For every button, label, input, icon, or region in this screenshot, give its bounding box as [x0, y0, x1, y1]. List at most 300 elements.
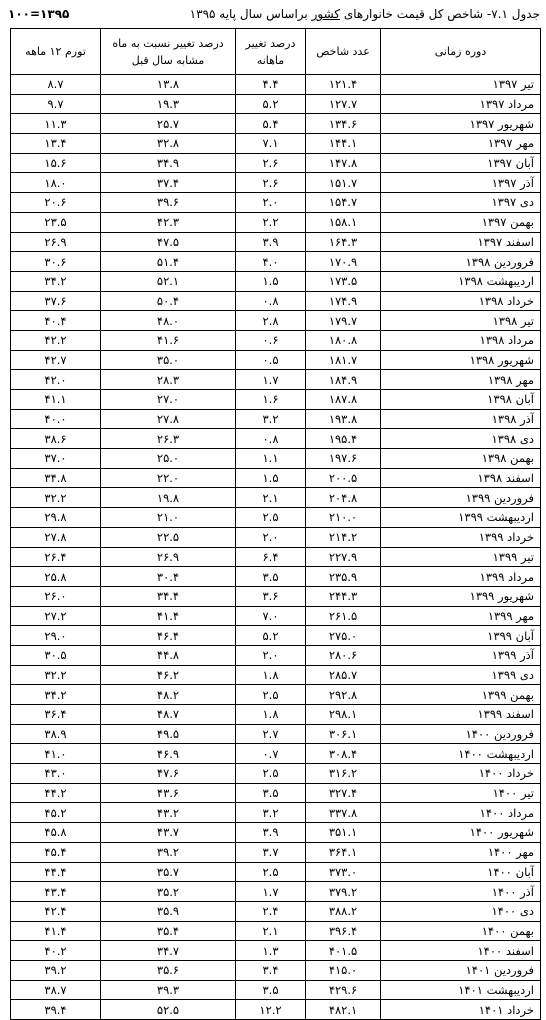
cell-period: خرداد ۱۳۹۹: [381, 527, 541, 547]
cell-period: فروردین ۱۴۰۰: [381, 724, 541, 744]
cell-yoy-change: ۴۲.۳: [101, 212, 236, 232]
table-row: [11, 232, 541, 252]
cell-inflation-12m: ۴۵.۲: [11, 803, 101, 823]
cell-yoy-change: ۴۹.۵: [101, 724, 236, 744]
cell-inflation-12m: ۱۱.۳: [11, 114, 101, 134]
cell-monthly-change: ۲.۶: [236, 153, 306, 173]
cell-index: ۱۷۴.۹: [306, 291, 381, 311]
cell-inflation-12m: ۴۵.۴: [11, 842, 101, 862]
cell-period: بهمن ۱۳۹۷: [381, 212, 541, 232]
table-row: [11, 626, 541, 646]
cell-inflation-12m: ۴۳.۰: [11, 764, 101, 784]
cell-index: ۱۵۴.۷: [306, 193, 381, 213]
cell-yoy-change: ۳۴.۷: [101, 941, 236, 961]
cell-inflation-12m: ۳۷.۶: [11, 291, 101, 311]
cell-index: ۲۰۰.۵: [306, 468, 381, 488]
cell-monthly-change: ۲.۰: [236, 527, 306, 547]
cell-monthly-change: ۲.۰: [236, 645, 306, 665]
cell-period: آذر ۱۳۹۸: [381, 409, 541, 429]
cell-yoy-change: ۳۹.۳: [101, 980, 236, 1000]
cell-period: تیر ۱۳۹۹: [381, 547, 541, 567]
cell-yoy-change: ۲۲.۵: [101, 527, 236, 547]
cell-index: ۲۰۴.۸: [306, 488, 381, 508]
cell-inflation-12m: ۱۵.۶: [11, 153, 101, 173]
cell-period: اردیبهشت ۱۳۹۹: [381, 508, 541, 528]
cell-inflation-12m: ۴۲.۲: [11, 330, 101, 350]
cell-monthly-change: ۱.۳: [236, 941, 306, 961]
cell-inflation-12m: ۳۸.۹: [11, 724, 101, 744]
cell-yoy-change: ۴۷.۶: [101, 764, 236, 784]
cell-index: ۱۲۱.۴: [306, 75, 381, 95]
table-row: [11, 803, 541, 823]
cell-period: آذر ۱۳۹۹: [381, 645, 541, 665]
cell-monthly-change: ۰.۸: [236, 291, 306, 311]
cell-index: ۲۳۵.۹: [306, 567, 381, 587]
cell-index: ۱۳۴.۶: [306, 114, 381, 134]
cell-inflation-12m: ۲۵.۸: [11, 567, 101, 587]
cell-period: آبان ۱۴۰۰: [381, 862, 541, 882]
cell-index: ۳۳۷.۸: [306, 803, 381, 823]
cell-yoy-change: ۵۱.۴: [101, 252, 236, 272]
header-index: عدد شاخص: [306, 29, 381, 75]
cell-period: آبان ۱۳۹۷: [381, 153, 541, 173]
cell-yoy-change: ۴۳.۷: [101, 823, 236, 843]
cell-inflation-12m: ۲۹.۰: [11, 626, 101, 646]
cell-index: ۲۸۵.۷: [306, 665, 381, 685]
cell-monthly-change: ۱.۷: [236, 370, 306, 390]
cell-monthly-change: ۱.۷: [236, 882, 306, 902]
cell-yoy-change: ۵۰.۴: [101, 291, 236, 311]
table-row: [11, 252, 541, 272]
cell-yoy-change: ۴۸.۲: [101, 685, 236, 705]
cell-period: اردیبهشت ۱۳۹۸: [381, 271, 541, 291]
cell-period: مهر ۱۳۹۸: [381, 370, 541, 390]
cell-monthly-change: ۷.۰: [236, 606, 306, 626]
cell-monthly-change: ۲.۵: [236, 508, 306, 528]
cell-period: دی ۱۳۹۸: [381, 429, 541, 449]
cell-period: آذر ۱۴۰۰: [381, 882, 541, 902]
cell-yoy-change: ۴۸.۷: [101, 705, 236, 725]
cell-period: اسفند ۱۳۹۸: [381, 468, 541, 488]
cell-inflation-12m: ۲۷.۲: [11, 606, 101, 626]
cell-inflation-12m: ۹.۷: [11, 94, 101, 114]
cell-inflation-12m: ۲۹.۸: [11, 508, 101, 528]
table-row: [11, 764, 541, 784]
cell-inflation-12m: ۴۱.۴: [11, 921, 101, 941]
cell-period: آذر ۱۳۹۷: [381, 173, 541, 193]
cell-inflation-12m: ۴۲.۷: [11, 350, 101, 370]
cell-period: آبان ۱۳۹۸: [381, 390, 541, 410]
cell-monthly-change: ۲.۶: [236, 173, 306, 193]
cell-yoy-change: ۵۲.۵: [101, 1000, 236, 1020]
cell-period: مهر ۱۳۹۷: [381, 134, 541, 154]
title-suffix: براساس سال پایه ۱۳۹۵: [189, 7, 312, 21]
cell-yoy-change: ۳۹.۲: [101, 842, 236, 862]
cell-inflation-12m: ۱۳.۴: [11, 134, 101, 154]
cell-index: ۱۴۷.۸: [306, 153, 381, 173]
cell-monthly-change: ۳.۵: [236, 980, 306, 1000]
cell-yoy-change: ۴۳.۶: [101, 783, 236, 803]
table-row: [11, 114, 541, 134]
cell-yoy-change: ۲۶.۹: [101, 547, 236, 567]
cell-period: دی ۱۴۰۰: [381, 901, 541, 921]
table-row: [11, 212, 541, 232]
cell-index: ۲۹۸.۱: [306, 705, 381, 725]
cell-monthly-change: ۳.۹: [236, 232, 306, 252]
cell-period: مرداد ۱۴۰۰: [381, 803, 541, 823]
table-row: [11, 842, 541, 862]
cell-period: خرداد ۱۴۰۰: [381, 764, 541, 784]
cell-period: تیر ۱۴۰۰: [381, 783, 541, 803]
table-row: [11, 75, 541, 95]
cell-monthly-change: ۱.۱: [236, 449, 306, 469]
cell-monthly-change: ۳.۵: [236, 783, 306, 803]
table-title: [190, 7, 540, 21]
table-body: [11, 75, 541, 1020]
cell-monthly-change: ۲.۸: [236, 311, 306, 331]
cell-inflation-12m: ۴۵.۸: [11, 823, 101, 843]
cell-inflation-12m: ۲۶.۹: [11, 232, 101, 252]
cell-index: ۱۷۹.۷: [306, 311, 381, 331]
table-row: [11, 488, 541, 508]
cell-yoy-change: ۳۵.۹: [101, 901, 236, 921]
cell-inflation-12m: ۳۲.۲: [11, 665, 101, 685]
cell-index: ۱۶۴.۳: [306, 232, 381, 252]
cell-index: ۱۷۰.۹: [306, 252, 381, 272]
table-caption: [0, 0, 546, 28]
cell-monthly-change: ۲.۷: [236, 724, 306, 744]
table-row: [11, 193, 541, 213]
cell-index: ۲۸۰.۶: [306, 645, 381, 665]
cell-monthly-change: ۷.۱: [236, 134, 306, 154]
cell-index: ۱۹۵.۴: [306, 429, 381, 449]
cell-index: ۲۹۲.۸: [306, 685, 381, 705]
cell-index: ۳۹۶.۴: [306, 921, 381, 941]
cell-inflation-12m: ۲۷.۸: [11, 527, 101, 547]
cell-index: ۲۱۰.۰: [306, 508, 381, 528]
cell-inflation-12m: ۴۰.۲: [11, 941, 101, 961]
cell-yoy-change: ۲۲.۰: [101, 468, 236, 488]
table-row: [11, 134, 541, 154]
cell-monthly-change: ۲.۱: [236, 921, 306, 941]
cell-period: دی ۱۳۹۷: [381, 193, 541, 213]
cell-monthly-change: ۲.۰: [236, 193, 306, 213]
header-period: دوره زمانی: [381, 29, 541, 75]
cell-yoy-change: ۴۱.۴: [101, 606, 236, 626]
table-row: [11, 271, 541, 291]
cell-inflation-12m: ۲۳.۵: [11, 212, 101, 232]
cpi-table: [10, 28, 541, 1020]
cell-monthly-change: ۴.۰: [236, 252, 306, 272]
cell-yoy-change: ۱۹.۸: [101, 488, 236, 508]
cell-period: مهر ۱۴۰۰: [381, 842, 541, 862]
table-row: [11, 508, 541, 528]
table-row: [11, 744, 541, 764]
cell-monthly-change: ۲.۴: [236, 901, 306, 921]
cell-inflation-12m: ۲۶.۰: [11, 586, 101, 606]
cell-index: ۲۷۵.۰: [306, 626, 381, 646]
cell-yoy-change: ۲۵.۰: [101, 449, 236, 469]
table-row: [11, 370, 541, 390]
cell-yoy-change: ۳۵.۲: [101, 882, 236, 902]
cell-yoy-change: ۲۷.۰: [101, 390, 236, 410]
cell-yoy-change: ۴۶.۹: [101, 744, 236, 764]
cell-monthly-change: ۱.۸: [236, 665, 306, 685]
cell-inflation-12m: ۴۴.۴: [11, 862, 101, 882]
table-row: [11, 783, 541, 803]
cell-index: ۳۰۸.۴: [306, 744, 381, 764]
cell-monthly-change: ۲.۱: [236, 488, 306, 508]
cell-monthly-change: ۲.۵: [236, 764, 306, 784]
table-row: [11, 468, 541, 488]
cell-yoy-change: ۳۰.۴: [101, 567, 236, 587]
table-row: [11, 94, 541, 114]
cell-inflation-12m: ۴۰.۰: [11, 409, 101, 429]
cell-index: ۳۸۸.۲: [306, 901, 381, 921]
cell-yoy-change: ۳۵.۰: [101, 350, 236, 370]
cell-period: اسفند ۱۳۹۹: [381, 705, 541, 725]
table-row: [11, 586, 541, 606]
cell-inflation-12m: ۲۶.۴: [11, 547, 101, 567]
table-row: [11, 153, 541, 173]
cell-monthly-change: ۳.۷: [236, 842, 306, 862]
title-underlined-word: کشور: [311, 7, 340, 21]
table-row: [11, 1000, 541, 1020]
base-year-label: ۱۳۹۵=۱۰۰: [8, 7, 70, 21]
cell-monthly-change: ۳.۶: [236, 586, 306, 606]
cell-period: اردیبهشت ۱۴۰۰: [381, 744, 541, 764]
cell-period: خرداد ۱۴۰۱: [381, 1000, 541, 1020]
cell-period: فروردین ۱۴۰۱: [381, 960, 541, 980]
cell-yoy-change: ۳۵.۴: [101, 921, 236, 941]
cell-index: ۱۹۳.۸: [306, 409, 381, 429]
cell-inflation-12m: ۴۳.۴: [11, 882, 101, 902]
cell-inflation-12m: ۳۶.۴: [11, 705, 101, 725]
cell-period: بهمن ۱۳۹۹: [381, 685, 541, 705]
cell-inflation-12m: ۳۸.۷: [11, 980, 101, 1000]
cell-monthly-change: ۲.۵: [236, 862, 306, 882]
cell-yoy-change: ۳۴.۹: [101, 153, 236, 173]
cell-period: شهریور ۱۳۹۹: [381, 586, 541, 606]
table-row: [11, 409, 541, 429]
table-row: [11, 823, 541, 843]
cell-period: مهر ۱۳۹۹: [381, 606, 541, 626]
cell-monthly-change: ۵.۲: [236, 94, 306, 114]
cell-inflation-12m: ۲۰.۶: [11, 193, 101, 213]
header-monthly-change: [236, 29, 306, 75]
cell-monthly-change: ۳.۹: [236, 823, 306, 843]
cell-monthly-change: ۱.۵: [236, 271, 306, 291]
cell-index: ۳۱۶.۲: [306, 764, 381, 784]
table-row: [11, 330, 541, 350]
table-row: [11, 567, 541, 587]
cell-yoy-change: ۴۱.۶: [101, 330, 236, 350]
header-yoy-change-line1: درصد تغییر نسبت به ماه: [112, 36, 224, 50]
cell-inflation-12m: ۴۱.۱: [11, 390, 101, 410]
cell-period: تیر ۱۳۹۷: [381, 75, 541, 95]
cell-inflation-12m: ۳۰.۶: [11, 252, 101, 272]
cell-monthly-change: ۰.۸: [236, 429, 306, 449]
cell-inflation-12m: ۸.۷: [11, 75, 101, 95]
cell-index: ۱۸۰.۸: [306, 330, 381, 350]
cell-index: ۱۹۷.۶: [306, 449, 381, 469]
cell-yoy-change: ۳۴.۴: [101, 586, 236, 606]
cell-index: ۱۸۱.۷: [306, 350, 381, 370]
cell-monthly-change: ۱۲.۲: [236, 1000, 306, 1020]
cell-yoy-change: ۴۸.۰: [101, 311, 236, 331]
header-inflation-12m: تورم ۱۲ ماهه: [11, 29, 101, 75]
header-monthly-change-line1: درصد تغییر: [245, 36, 296, 50]
cell-yoy-change: ۱۹.۳: [101, 94, 236, 114]
cell-monthly-change: ۳.۴: [236, 960, 306, 980]
table-row: [11, 645, 541, 665]
cell-inflation-12m: ۳۰.۵: [11, 645, 101, 665]
cell-index: ۳۷۹.۲: [306, 882, 381, 902]
cell-period: مرداد ۱۳۹۹: [381, 567, 541, 587]
table-row: [11, 311, 541, 331]
cell-monthly-change: ۰.۵: [236, 350, 306, 370]
cell-index: ۱۴۴.۱: [306, 134, 381, 154]
cell-index: ۴۸۲.۱: [306, 1000, 381, 1020]
cell-yoy-change: ۳۵.۷: [101, 862, 236, 882]
cell-index: ۱۲۷.۷: [306, 94, 381, 114]
cell-period: تیر ۱۳۹۸: [381, 311, 541, 331]
cell-period: شهریور ۱۳۹۷: [381, 114, 541, 134]
table-row: [11, 350, 541, 370]
table-row: [11, 960, 541, 980]
table-row: [11, 724, 541, 744]
header-yoy-change: [101, 29, 236, 75]
cell-monthly-change: ۱.۵: [236, 468, 306, 488]
cell-inflation-12m: ۳۲.۲: [11, 488, 101, 508]
cell-index: ۱۵۸.۱: [306, 212, 381, 232]
cell-index: ۳۲۷.۴: [306, 783, 381, 803]
cell-period: شهریور ۱۳۹۸: [381, 350, 541, 370]
cell-monthly-change: ۳.۲: [236, 409, 306, 429]
table-row: [11, 173, 541, 193]
cell-index: ۱۸۷.۸: [306, 390, 381, 410]
cell-monthly-change: ۵.۴: [236, 114, 306, 134]
cell-inflation-12m: ۴۰.۴: [11, 311, 101, 331]
cell-index: ۲۱۴.۲: [306, 527, 381, 547]
header-monthly-change-line2: ماهانه: [256, 53, 285, 67]
header-row: [11, 29, 541, 75]
cell-index: ۴۲۹.۶: [306, 980, 381, 1000]
cell-index: ۳۵۱.۱: [306, 823, 381, 843]
table-row: [11, 980, 541, 1000]
cell-inflation-12m: ۴۴.۲: [11, 783, 101, 803]
cell-monthly-change: ۳.۵: [236, 567, 306, 587]
header-yoy-change-line2: مشابه سال قبل: [131, 53, 205, 67]
table-row: [11, 449, 541, 469]
cell-index: ۴۱۵.۰: [306, 960, 381, 980]
cell-monthly-change: ۰.۶: [236, 330, 306, 350]
table-row: [11, 527, 541, 547]
cell-index: ۱۷۳.۵: [306, 271, 381, 291]
title-prefix: جدول ۷.۱- شاخص کل قیمت خانوارهای: [340, 7, 540, 21]
table-row: [11, 901, 541, 921]
table-row: [11, 941, 541, 961]
cell-yoy-change: ۴۶.۲: [101, 665, 236, 685]
table-row: [11, 606, 541, 626]
cell-period: مرداد ۱۳۹۷: [381, 94, 541, 114]
cell-period: آبان ۱۳۹۹: [381, 626, 541, 646]
table-row: [11, 429, 541, 449]
cell-inflation-12m: ۳۴.۲: [11, 271, 101, 291]
cell-inflation-12m: ۴۲.۰: [11, 370, 101, 390]
cell-monthly-change: ۲.۵: [236, 685, 306, 705]
cell-yoy-change: ۳۲.۸: [101, 134, 236, 154]
cell-period: مرداد ۱۳۹۸: [381, 330, 541, 350]
cell-monthly-change: ۳.۲: [236, 803, 306, 823]
cell-yoy-change: ۲۸.۳: [101, 370, 236, 390]
table-row: [11, 705, 541, 725]
cell-yoy-change: ۲۷.۸: [101, 409, 236, 429]
cell-index: ۱۵۱.۷: [306, 173, 381, 193]
cell-index: ۲۲۷.۹: [306, 547, 381, 567]
cell-yoy-change: ۴۶.۴: [101, 626, 236, 646]
cell-inflation-12m: ۳۸.۶: [11, 429, 101, 449]
table-row: [11, 685, 541, 705]
cell-index: ۱۸۴.۹: [306, 370, 381, 390]
cell-yoy-change: ۴۷.۵: [101, 232, 236, 252]
cell-index: ۲۴۴.۳: [306, 586, 381, 606]
cell-inflation-12m: ۳۴.۲: [11, 685, 101, 705]
cell-index: ۳۰۶.۱: [306, 724, 381, 744]
cell-period: اسفند ۱۳۹۷: [381, 232, 541, 252]
cell-monthly-change: ۱.۸: [236, 705, 306, 725]
table-row: [11, 547, 541, 567]
cell-yoy-change: ۱۳.۸: [101, 75, 236, 95]
cell-period: بهمن ۱۳۹۸: [381, 449, 541, 469]
cell-period: فروردین ۱۳۹۸: [381, 252, 541, 272]
cell-period: شهریور ۱۴۰۰: [381, 823, 541, 843]
table-row: [11, 665, 541, 685]
cell-yoy-change: ۲۶.۳: [101, 429, 236, 449]
cell-yoy-change: ۴۴.۸: [101, 645, 236, 665]
cell-period: دی ۱۳۹۹: [381, 665, 541, 685]
cell-yoy-change: ۲۵.۷: [101, 114, 236, 134]
cell-inflation-12m: ۴۲.۴: [11, 901, 101, 921]
cell-index: ۲۶۱.۵: [306, 606, 381, 626]
cell-yoy-change: ۳۷.۴: [101, 173, 236, 193]
cell-period: اسفند ۱۴۰۰: [381, 941, 541, 961]
cell-index: ۳۷۳.۰: [306, 862, 381, 882]
cell-inflation-12m: ۳۷.۰: [11, 449, 101, 469]
cell-monthly-change: ۰.۷: [236, 744, 306, 764]
cell-inflation-12m: ۳۹.۴: [11, 1000, 101, 1020]
cell-yoy-change: ۴۳.۲: [101, 803, 236, 823]
table-row: [11, 921, 541, 941]
cell-period: فروردین ۱۳۹۹: [381, 488, 541, 508]
table-row: [11, 882, 541, 902]
cell-yoy-change: ۵۲.۱: [101, 271, 236, 291]
cell-inflation-12m: ۱۸.۰: [11, 173, 101, 193]
cell-yoy-change: ۳۹.۶: [101, 193, 236, 213]
cell-inflation-12m: ۴۱.۰: [11, 744, 101, 764]
table-row: [11, 390, 541, 410]
cell-yoy-change: ۳۵.۶: [101, 960, 236, 980]
table-row: [11, 862, 541, 882]
cell-index: ۴۰۱.۵: [306, 941, 381, 961]
cell-period: اردیبهشت ۱۴۰۱: [381, 980, 541, 1000]
cell-inflation-12m: ۳۴.۸: [11, 468, 101, 488]
cell-monthly-change: ۲.۲: [236, 212, 306, 232]
table-row: [11, 291, 541, 311]
cell-index: ۳۶۴.۱: [306, 842, 381, 862]
cell-yoy-change: ۲۱.۰: [101, 508, 236, 528]
cell-monthly-change: ۶.۴: [236, 547, 306, 567]
